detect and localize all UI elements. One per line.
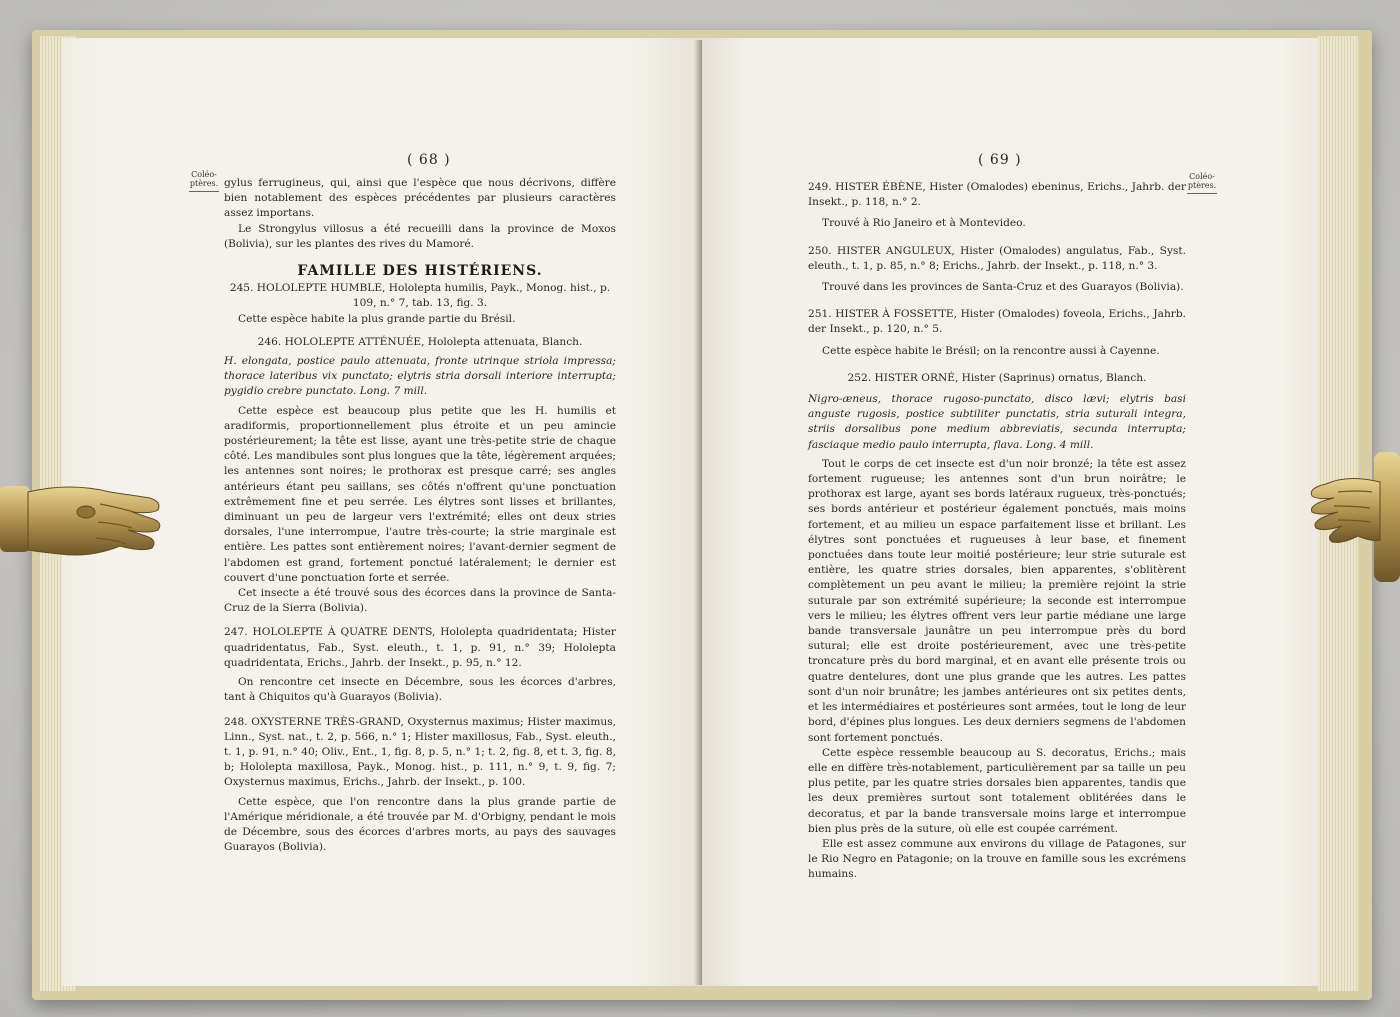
continuation-paragraph: gylus ferrugineus, qui, ainsi que l'espèce que nous décrivons, diffère bien notablement des espèces précédentes par plusieurs caractères assez importans.	[224, 177, 616, 220]
entry-246-latin: H. elongata, postice paulo attenuata, fronte utrinque striola impressa; thorace lateribus vix punctato; elytris stria dorsali interiore interrupta; pygidio crebre punctato. Long. 7 mill.	[224, 355, 616, 398]
entry-252-description: Tout le corps de cet insecte est d'un noir bronzé; la tête est assez fortement rugueuse; les antennes sont d'un brun noirâtre; le prothorax est large, ayant ses bords latéraux rugueux, très-ponctués; ses bords antérieur et postérieur également ponctués, mais moins fortement, et au milieu un espace parfaitement lisse et brillant. Les élytres sont ponctuées et rugueuses à leur base, et finement ponctuées dans toute leur moitié postérieure; leur strie suturale est entière, les quatre stries dorsales, bien apparentes, s'oblitèrent complètement un peu avant le milieu; la première rejoint la strie suturale par son extrémité supérieure; la seconde est interrompue vers le milieu; les élytres offrent vers leur partie médiane une large bande transversale jaunâtre un peu interrompue près du bord sutural; elle est droite postérieurement, avec une très-petite troncature près du bord marginal, et en avant elle présente trois ou quatre dentelures, dont une plus grande que les autres. Les pattes sont d'un noir brunâtre; les jambes antérieures ont six petites dents, et les intermédiaires et postérieures sont armées, tout le long de leur bord, d'épines plus longues. Les deux derniers segmens de l'abdomen sont fortement ponctués.	[808, 457, 1186, 744]
entry-251-text: Cette espèce habite le Brésil; on la rencontre aussi à Cayenne.	[822, 344, 1160, 357]
page-number-right: ( 69 )	[978, 152, 1022, 168]
strongylus-paragraph: Le Strongylus villosus a été recueilli dans la province de Moxos (Bolivia), sur les plantes des rives du Mamoré.	[224, 222, 616, 250]
margin-note-line: ptères.	[189, 179, 219, 188]
entry-252-heading: 252. HISTER ORNÉ, Hister (Saprinus) ornatus, Blanch.	[847, 371, 1147, 384]
right-page	[702, 38, 1318, 986]
entry-246-heading: 246. HOLOLEPTE ATTÉNUÉE, Hololepta attenuata, Blanch.	[257, 335, 583, 348]
entry-249-heading: 249. HISTER ÉBÈNE, Hister (Omalodes) ebeninus, Erichs., Jahrb. der Insekt., p. 118, n.° 2.	[808, 181, 1186, 209]
margin-note-left	[188, 170, 220, 192]
margin-note-line: ptères.	[1187, 181, 1217, 190]
right-brass-hand-icon	[1298, 452, 1400, 582]
left-text-column	[224, 176, 616, 855]
entry-252-comparison: Cette espèce ressemble beaucoup au S. decoratus, Erichs.; mais elle en diffère très-notablement, particulièrement par sa taille un peu plus petite, par les quatre stries dorsales bien apparentes, tandis que les deux premières surtout sont totalement oblitérées dans le decoratus, et par la bande transversale moins large et interrompue bien plus près de la suture, où elle est coupée carrément.	[808, 746, 1186, 835]
margin-note-line: Coléo-	[191, 170, 217, 179]
entry-247-heading: 247. HOLOLEPTE À QUATRE DENTS, Hololepta quadridentata; Hister quadridentatus, Fab., Syst. eleuth., t. 1, p. 91, n.° 39; Hololepta quadridentata, Erichs., Jahrb. der Insekt., p. 95, n.° 12.	[224, 626, 616, 669]
entry-245-heading: 245. HOLOLEPTE HUMBLE, Hololepta humilis, Payk., Monog. hist., p. 109, n.° 7, tab. 13, fig. 3.	[229, 282, 611, 310]
entry-248-heading: 248. OXYSTERNE TRÈS-GRAND, Oxysternus maximus; Hister maximus, Linn., Syst. nat., t. 2, p. 566, n.° 1; Hister maxillosus, Fab., Syst. eleuth., t. 1, p. 91, n.° 40; Oliv., Ent., 1, fig. 8, p. 5, n.° 1; t. 2, fig. 8, et t. 3, fig. 8, b; Hololepta maxillosa, Payk., Monog. hist., p. 111, n.° 9, t. 9, fig. 7; Oxysternus maximus, Erichs., Jahrb. der Insekt., p. 100.	[224, 715, 616, 789]
entry-245-text: Cette espèce habite la plus grande partie du Brésil.	[238, 312, 516, 325]
entry-251-heading: 251. HISTER À FOSSETTE, Hister (Omalodes) foveola, Erichs., Jahrb. der Insekt., p. 120, n.° 5.	[808, 308, 1186, 336]
right-text-column	[808, 180, 1186, 883]
page-number-left: ( 68 )	[407, 152, 451, 168]
left-brass-hand-icon	[0, 478, 170, 564]
entry-248-text: Cette espèce, que l'on rencontre dans la plus grande partie de l'Amérique méridionale, a été trouvée par M. d'Orbigny, pendant le mois de Décembre, sous des écorces d'arbres morts, au pays des sauvages Guarayos (Bolivia).	[224, 795, 616, 854]
entry-247-text: On rencontre cet insecte en Décembre, sous les écorces d'arbres, tant à Chiquitos qu'à Guarayos (Bolivia).	[224, 676, 616, 704]
margin-note-right	[1186, 172, 1218, 194]
entry-249-text: Trouvé à Rio Janeiro et à Montevideo.	[822, 217, 1026, 230]
entry-250-heading: 250. HISTER ANGULEUX, Hister (Omalodes) angulatus, Fab., Syst. eleuth., t. 1, p. 85, n.° 8; Erichs., Jahrb. der Insekt., p. 118, n.° 3.	[808, 244, 1186, 272]
margin-note-line: Coléo-	[1189, 172, 1215, 181]
entry-246-description: Cette espèce est beaucoup plus petite que les H. humilis et aradiformis, proportionnellement plus étroite et un peu amincie postérieurement; la tête est lisse, ayant une très-petite strie de chaque côté. Les mandibules sont plus longues que la tête, légèrement arquées; les antennes sont noires; le prothorax est presque carré; ses angles antérieurs étant peu saillans, ses côtés n'offrent qu'une ponctuation extrêmement fine et peu serrée. Les élytres sont lisses et brillantes, diminuant un peu de largeur vers l'extrémité; elles ont deux stries dorsales, l'une interrompue, l'autre très-courte; la strie marginale est entière. Les pattes sont entièrement noires; l'avant-dernier segment de l'abdomen est grand, fortement ponctué latéralement; le dernier est couvert d'une ponctuation forte et serrée.	[224, 404, 616, 584]
entry-252-latin: Nigro-æneus, thorace rugoso-punctato, disco lævi; elytris basi anguste rugosis, postice subtiliter punctatis, stria suturali integra, striis dorsalibus pone medium abbreviatis, secunda interrupta; fasciaque medio paulo interrupta, flava. Long. 4 mill.	[808, 393, 1186, 451]
family-heading: FAMILLE DES HISTÉRIENS.	[297, 263, 543, 280]
entry-252-location: Elle est assez commune aux environs du village de Patagones, sur le Rio Negro en Patagonie; on la trouve en famille sous les excrémens humains.	[808, 837, 1186, 881]
entry-246-location: Cet insecte a été trouvé sous des écorces dans la province de Santa-Cruz de la Sierra (Bolivia).	[224, 587, 616, 615]
entry-250-text: Trouvé dans les provinces de Santa-Cruz et des Guarayos (Bolivia).	[822, 281, 1184, 294]
